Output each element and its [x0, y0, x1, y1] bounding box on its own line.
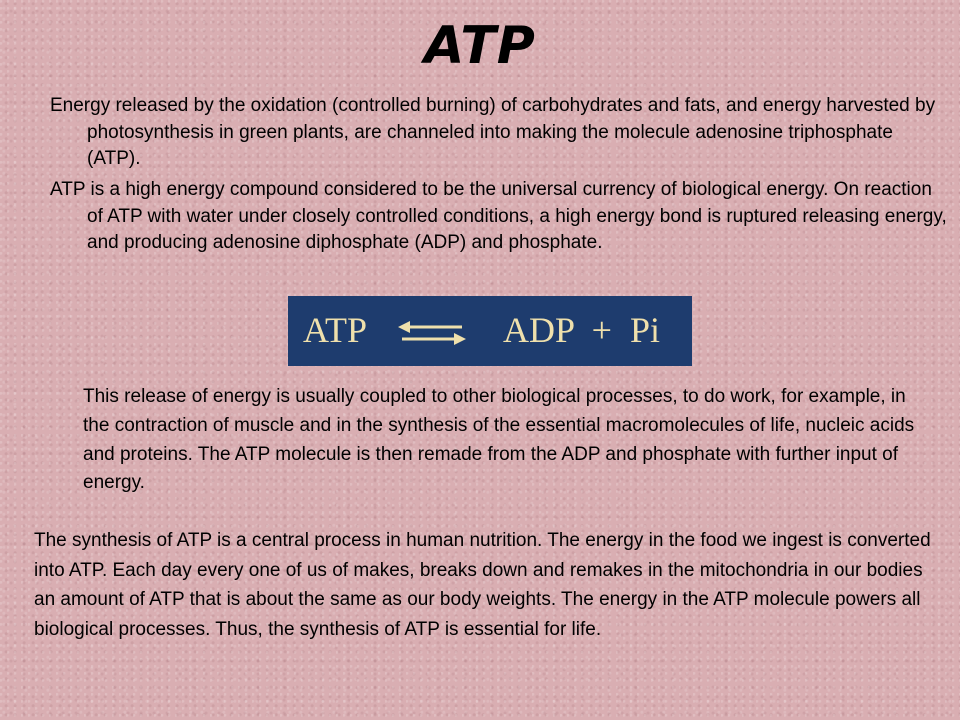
atp-adp-equation	[288, 296, 692, 366]
paragraph-atp-synthesis: The synthesis of ATP is a central process in human nutrition. The energy in the food we ingest is converted into ATP. Each day every one of us of makes, breaks down and remakes in the mitochondria in our bodies an amount of ATP that is about the same as our body weights. The energy in the ATP molecule powers all biological processes. Thus, the synthesis of ATP is essential for life.	[34, 530, 931, 640]
slide-title: ATP	[424, 16, 536, 76]
equation-right-side: ADP + Pi	[503, 310, 661, 350]
paragraph-energy-coupling: This release of energy is usually coupled to other biological processes, to do work, for example, in the contraction of muscle and in the synthesis of the essential macromolecules of life, nucleic acids and proteins. The ATP molecule is then remade from the ADP and phosphate with further input of energy.	[83, 386, 915, 494]
equation-left-side: ATP	[303, 310, 368, 350]
equilibrium-arrows-icon	[396, 318, 468, 348]
paragraph-atp-currency: ATP is a high energy compound considered to be the universal currency of biological energy. On reaction of ATP with water under closely controlled conditions, a high energy bond is ruptured releasing energy, and producing adenosine diphosphate (ADP) and phosphate.	[50, 179, 947, 253]
paragraph-energy-release: Energy released by the oxidation (controlled burning) of carbohydrates and fats, and energy harvested by photosynthesis in green plants, are channeled into making the molecule adenosine triphosphate (ATP).	[50, 95, 936, 169]
